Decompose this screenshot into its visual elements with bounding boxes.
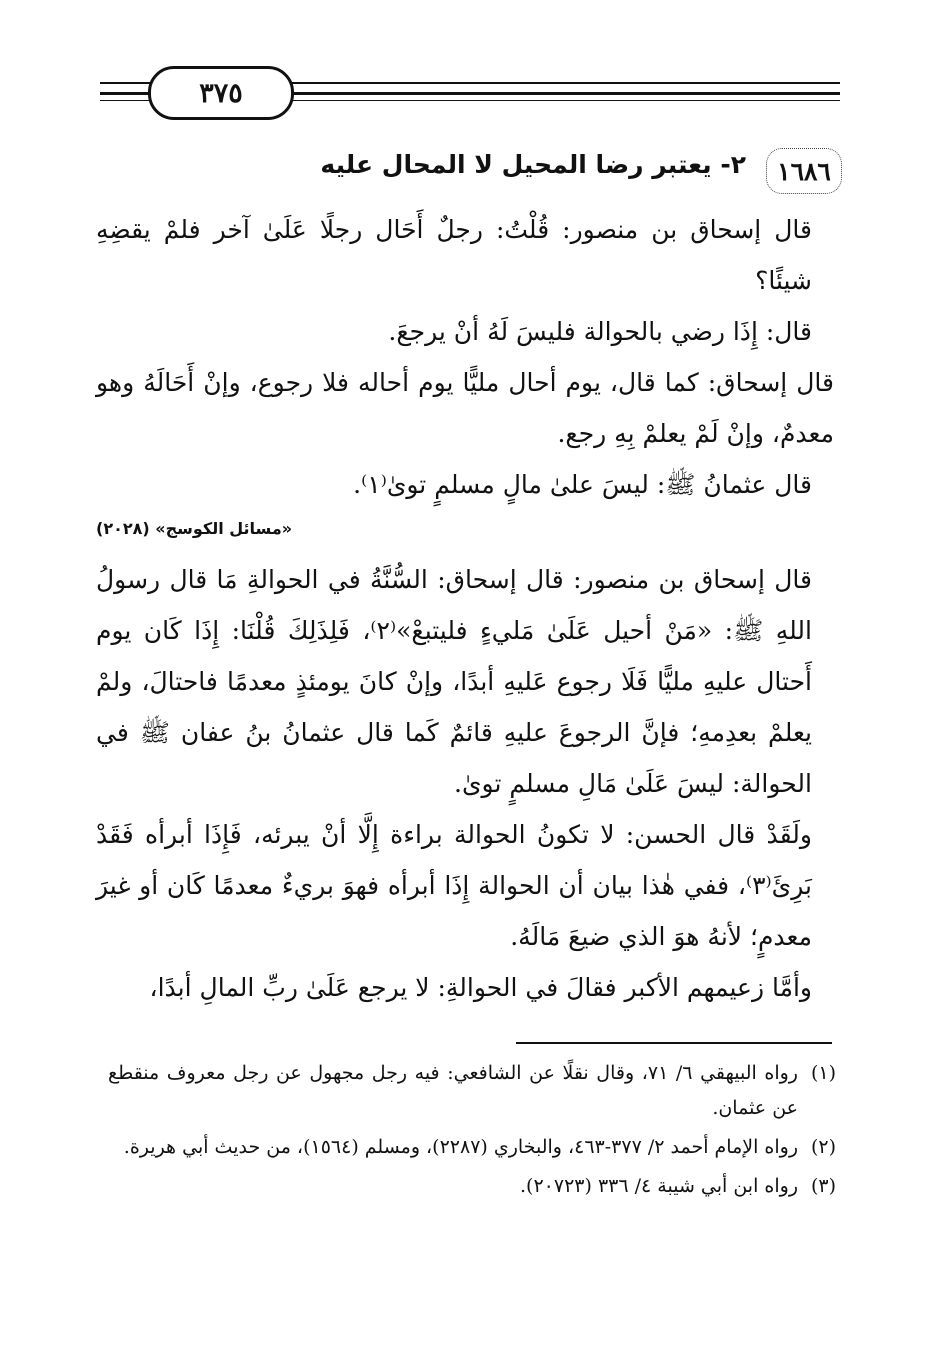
footnote [108,1130,836,1165]
main-content [96,148,834,1013]
hadith-number-badge: ١٦٨٦ [766,148,842,194]
page-header [110,62,840,122]
page-number: ٣٧٥ [148,66,294,120]
paragraph: وأمَّا زعيمهم الأكبر فقالَ في الحوالةِ: لا يرجع عَلَىٰ ربِّ المالِ أبدًا، [149,973,812,1002]
footnotes-divider [516,1042,832,1044]
paragraph: قال: إِذَا رضي بالحوالة فليسَ لَهُ أنْ يرجعَ. [388,317,812,346]
hadith-heading [96,148,834,204]
paragraph: قال إسحاق بن منصور: قال إسحاق: السُّنَّةُ في الحوالةِ مَا قال رسولُ اللهِ ﷺ: «مَنْ أحيل عَلَىٰ مَليءٍ فليتبعْ»⁽٢⁾، فَلِذَلِكَ قُلْنَا: إِذَا كَان يوم أَحتال عليهِ مليًّا فَلَا رجوع عَليهِ أبدًا، وإنْ كانَ يومئذٍ معدمًا فاحتالَ، ولمْ يعلمْ بعدِمهِ؛ فإنَّ الرجوعَ عليهِ قائمٌ كَما قال عثمانُ بنُ عفان ﷺ في الحوالة: ليسَ عَلَىٰ مَالِ مسلمٍ توىٰ. [96,565,812,798]
paragraph: قال عثمانُ ﷺ: ليسَ علىٰ مالٍ مسلمٍ توىٰ⁽١⁾. [353,470,812,499]
footnote-text: رواه ابن أبي شيبة ٤/ ٣٣٦ (٢٠٧٢٣). [520,1175,798,1197]
section-title: ٢- يعتبر رضا المحيل لا المحال عليه [320,150,746,179]
paragraph: قال إسحاق بن منصور: قُلْتُ: رجلٌ أَحَال رجلًا عَلَىٰ آخر فلمْ يقضِهِ شيئًا؟ [96,215,812,295]
source-reference: «مسائل الكوسج» (٢٠٢٨) [96,519,293,538]
footnote-number: (١) [810,1062,836,1084]
footnote-text: رواه البيهقي ٦/ ٧١، وقال نقلًا عن الشافعي: فيه رجل مجهول عن رجل معروف منقطع عن عثمان. [108,1062,798,1119]
footnote [108,1169,836,1204]
paragraph: ولَقَدْ قال الحسن: لا تكونُ الحوالة براءة إِلَّا أنْ يبرئه، فَإِذَا أبرأه فَقَدْ بَرِئَ⁽٣⁾، ففي هٰذا بيان أن الحوالة إِذَا أبرأه فهوَ بريءٌ معدمًا كَان أو غيرَ معدمٍ؛ لأنهُ هوَ الذي ضيعَ مَالَهُ. [96,820,812,951]
footnote [108,1056,836,1126]
footnotes [108,1056,836,1208]
footnote-number: (٢) [810,1136,836,1158]
footnote-number: (٣) [810,1175,836,1197]
paragraph: قال إسحاق: كما قال، يوم أحال مليًّا يوم أحاله فلا رجوع، وإنْ أَحَالَهُ وهو معدمٌ، وإنْ لَمْ يعلمْ بِهِ رجع. [96,368,834,448]
footnote-text: رواه الإمام أحمد ٢/ ٣٧٧-٤٦٣، والبخاري (٢٢٨٧)، ومسلم (١٥٦٤)، من حديث أبي هريرة. [123,1136,798,1158]
